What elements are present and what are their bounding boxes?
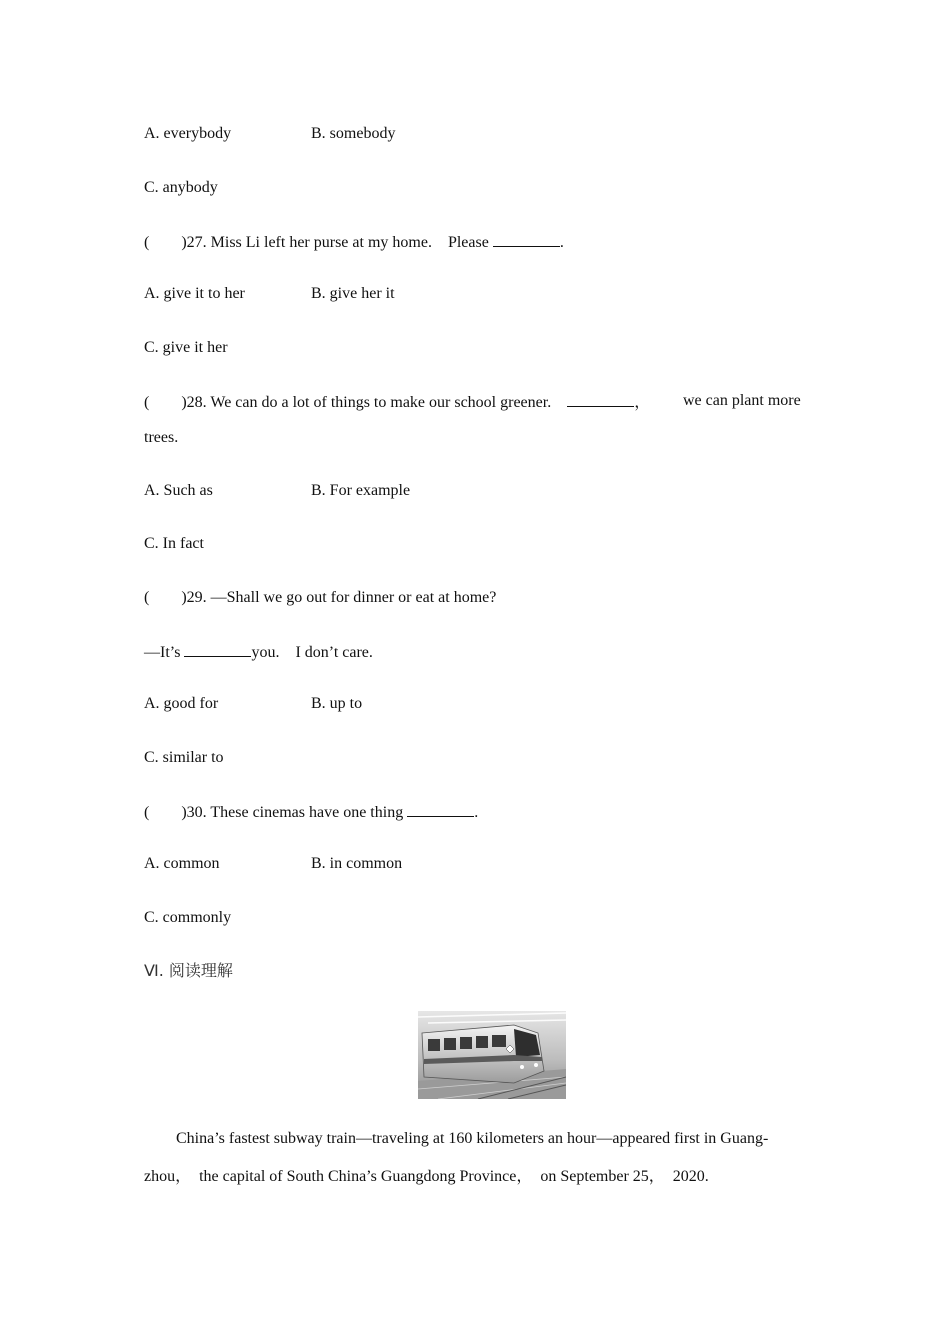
q30-stem-text: ( )30. These cinemas have one thing bbox=[144, 804, 408, 821]
subway-train-photo bbox=[418, 1011, 566, 1099]
q30-stem bbox=[144, 801, 478, 823]
q26-option-a: A. everybody bbox=[144, 125, 232, 142]
q26-option-c: C. anybody bbox=[144, 179, 218, 196]
q29-answer-blank[interactable] bbox=[184, 641, 251, 657]
q29-option-a: A. good for bbox=[144, 695, 219, 712]
q28-option-a: A. Such as bbox=[144, 482, 213, 499]
q30-option-b: B. in common bbox=[311, 855, 403, 872]
q30-option-c: C. commonly bbox=[144, 909, 232, 926]
q27-option-b: B. give her it bbox=[311, 285, 395, 302]
q26-option-b: B. somebody bbox=[311, 125, 396, 142]
q30-stem-end: . bbox=[474, 804, 479, 821]
q30-answer-blank[interactable] bbox=[407, 801, 474, 817]
section-title: Ⅵ. 阅读理解 bbox=[144, 961, 233, 980]
q27-option-c: C. give it her bbox=[144, 339, 228, 356]
q29-stem: ( )29. —Shall we go out for dinner or eat at home? bbox=[144, 589, 497, 606]
q27-option-a: A. give it to her bbox=[144, 285, 245, 302]
q28-option-c: C. In fact bbox=[144, 535, 204, 552]
q27-stem-end: . bbox=[559, 234, 564, 251]
q28-stem-line2: trees. bbox=[144, 429, 179, 446]
q27-stem-text: ( )27. Miss Li left her purse at my home. Please bbox=[144, 234, 493, 251]
q28-stem bbox=[144, 391, 650, 413]
q28-stem-tail: we can plant more bbox=[683, 392, 801, 409]
q28-option-b: B. For example bbox=[311, 482, 411, 499]
passage-line-1: China’s fastest subway train—traveling at 160 kilometers an hour—appeared first in Guang- bbox=[144, 1130, 769, 1147]
q29-reply bbox=[144, 641, 373, 663]
q27-stem bbox=[144, 231, 564, 253]
q28-stem-text: ( )28. We can do a lot of things to make our school greener. bbox=[144, 394, 568, 411]
q27-answer-blank[interactable] bbox=[493, 231, 560, 247]
q30-option-a: A. common bbox=[144, 855, 220, 872]
q29-option-c: C. similar to bbox=[144, 749, 224, 766]
passage-line-2: zhou， the capital of South China’s Guangdong Province， on September 25， 2020. bbox=[144, 1168, 709, 1185]
q28-answer-blank[interactable] bbox=[567, 391, 634, 407]
q29-option-b: B. up to bbox=[311, 695, 363, 712]
q29-reply-end: you. I don’t care. bbox=[251, 644, 373, 661]
q29-reply-text: —It’s bbox=[144, 644, 185, 661]
q28-stem-comma: ， bbox=[634, 394, 651, 411]
